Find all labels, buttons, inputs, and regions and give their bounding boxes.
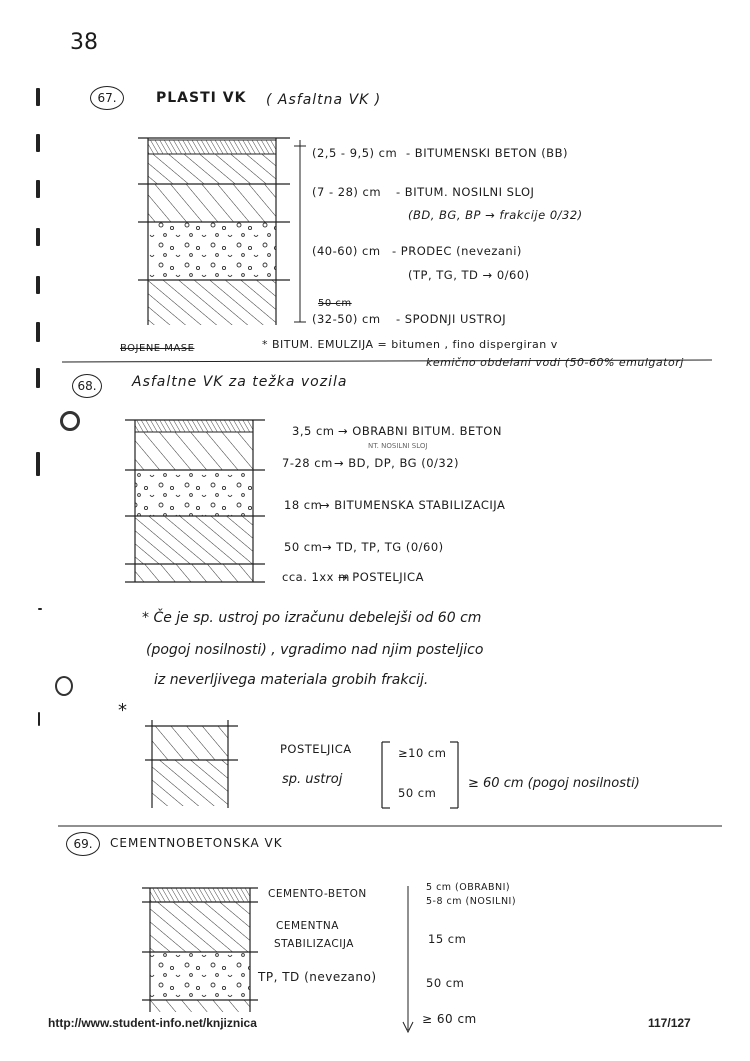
section-number-67: 67. [90, 86, 124, 110]
section-68-title: Asfaltne VK za težka vozila [132, 374, 348, 390]
note-68-line3: iz neverljivega materiala grobih frakcij. [154, 672, 429, 688]
layer-68-5-label: → POSTELJICA [338, 570, 424, 584]
layer-69-1-thickness2: 5-8 cm (NOSILNI) [426, 896, 517, 907]
layer-68-3-label: → BITUMENSKA STABILIZACIJA [320, 498, 506, 512]
diagram-68-layers [125, 420, 265, 582]
layer-68-1-label: → OBRABNI BITUM. BETON [338, 424, 502, 438]
layer-67-4-struck: 50 cm [318, 298, 352, 309]
layer-67-2-thickness: (7 - 28) cm [312, 185, 382, 199]
layer-67-4-thickness: (32-50) cm [312, 312, 381, 326]
detail-result: ≥ 60 cm (pogoj nosilnosti) [468, 776, 640, 791]
note-68-line2: (pogoj nosilnosti) , vgradimo nad njim posteljico [146, 642, 484, 658]
layer-69-3-label: TP, TD (nevezano) [258, 970, 377, 984]
section-69-title: CEMENTNOBETONSKA VK [110, 836, 283, 850]
layer-67-1-label: - BITUMENSKI BETON (BB) [406, 146, 568, 160]
note-67-line2: kemično obdelani vodi (50-60% emulgatorj [426, 356, 684, 369]
layer-68-3-thickness: 18 cm [284, 498, 323, 512]
layer-67-4-label: - SPODNJI USTROJ [396, 312, 507, 326]
layer-68-2-label: → BD, DP, BG (0/32) [334, 456, 459, 470]
footer-url[interactable]: http://www.student-info.net/knjiznica [48, 1016, 257, 1030]
note-67: * BITUM. EMULZIJA = bitumen , fino dispergiran v [262, 338, 558, 351]
layer-69-3-thickness: 50 cm [426, 976, 465, 990]
layer-69-1-thickness: 5 cm (OBRABNI) [426, 882, 511, 893]
layer-69-2-label2: STABILIZACIJA [274, 938, 354, 950]
layer-68-2-thickness: 7-28 cm [282, 456, 333, 470]
page-number: 38 [70, 30, 98, 55]
note-68-line1: * Če je sp. ustroj po izračunu debelejši od 60 cm [142, 610, 482, 626]
layer-68-4-label: → TD, TP, TG (0/60) [322, 540, 444, 554]
detail-label-ustroj: sp. ustroj [282, 772, 343, 787]
layer-67-2-detail: (BD, BG, BP → frakcije 0/32) [408, 208, 583, 222]
layer-67-2-label: - BITUM. NOSILNI SLOJ [396, 185, 535, 199]
layer-68-1-thickness: 3,5 cm [292, 424, 335, 438]
diagram-69-layers [142, 886, 413, 1032]
layer-69-2-label: CEMENTNA [276, 920, 339, 932]
section-67-title: PLASTI VK [156, 90, 247, 106]
layer-67-3-thickness: (40-60) cm [312, 244, 381, 258]
star-marker: * [118, 700, 127, 721]
detail-label-posteljica: POSTELJICA [280, 742, 352, 756]
layer-68-4-thickness: 50 cm [284, 540, 323, 554]
layer-68-2-small: NT. NOSILNI SLOJ [368, 442, 428, 450]
section-number-69: 69. [66, 832, 100, 856]
footer-page-number: 117/127 [648, 1016, 691, 1030]
note-67-struck: BOJENE MASE [120, 343, 195, 354]
layer-67-3-detail: (TP, TG, TD → 0/60) [408, 268, 530, 282]
section-67-title-paren: ( Asfaltna VK ) [266, 92, 382, 108]
layer-69-4-thickness: ≥ 60 cm [422, 1012, 477, 1026]
detail-val1: ≥10 cm [398, 746, 447, 760]
diagram-67-layers [138, 138, 306, 325]
layer-69-1-label: CEMENTO-BETON [268, 888, 367, 900]
layer-67-1-thickness: (2,5 - 9,5) cm [312, 146, 398, 160]
layer-69-2-thickness: 15 cm [428, 932, 467, 946]
detail-val2: 50 cm [398, 786, 437, 800]
layer-68-5-thickness: cca. 1xx m [282, 570, 350, 584]
layer-67-3-label: - PRODEC (nevezani) [392, 244, 522, 258]
section-number-68: 68. [72, 374, 102, 398]
